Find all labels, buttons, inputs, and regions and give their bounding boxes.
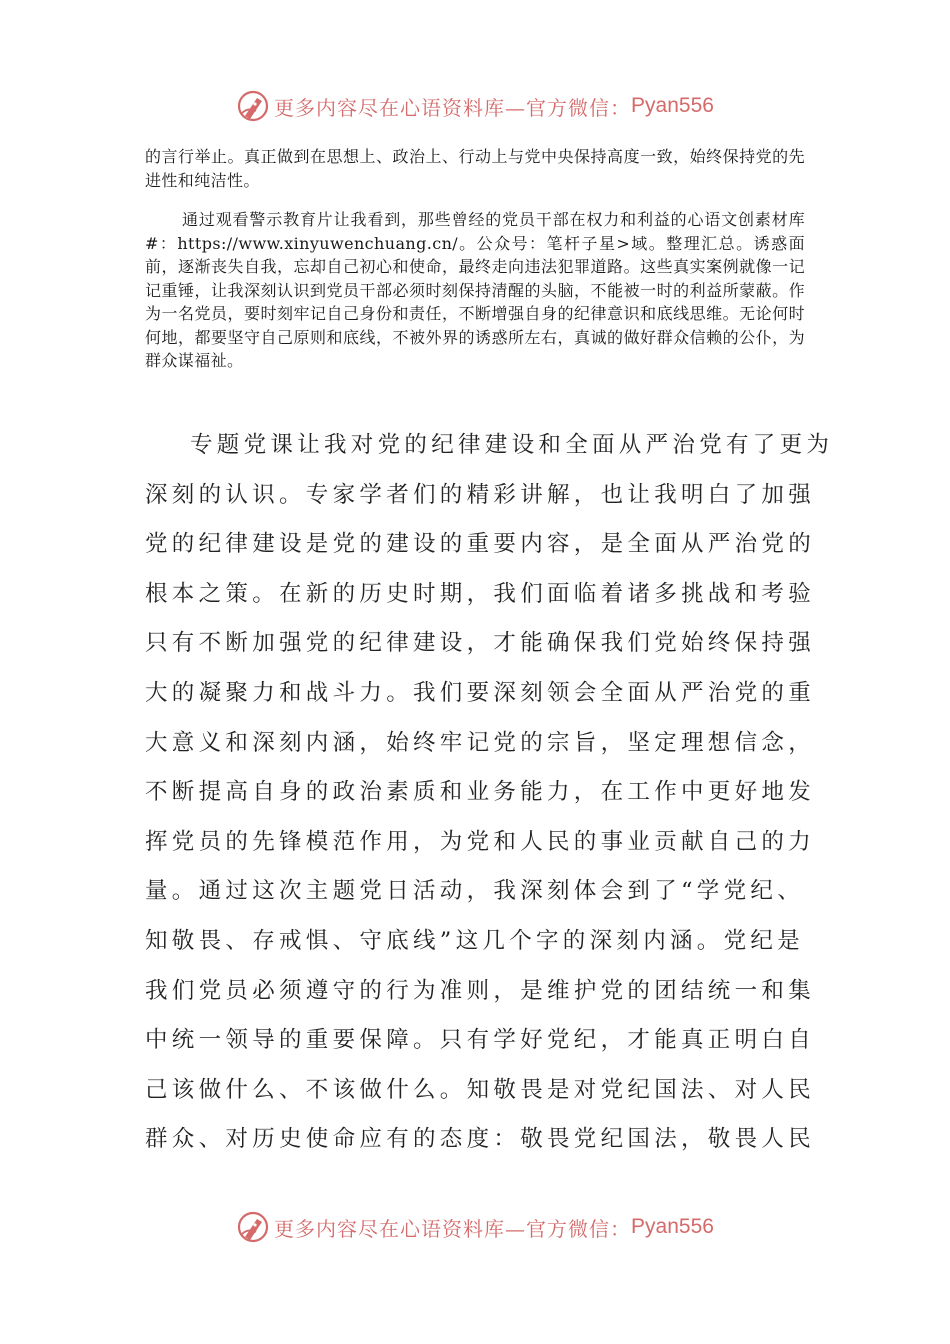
banner-text: 更多内容尽在心语资料库—官方微信：	[274, 95, 632, 120]
body-line: 专题党课让我对党的纪律建设和全面从严治党有了更为	[190, 432, 834, 458]
header-banner	[0, 86, 950, 126]
banner-text: 更多内容尽在心语资料库—官方微信：	[274, 1216, 632, 1241]
body-line: 深刻的认识。专家学者们的精彩讲解，也让我明白了加强	[145, 481, 816, 508]
banner-wechat-id: Pyan556	[631, 94, 714, 117]
body-line: 不断提高自身的政治素质和业务能力，在工作中更好地发	[145, 779, 816, 806]
footer-banner	[0, 1207, 950, 1247]
body-line: 我们党员必须遵守的行为准则，是维护党的团结统一和集	[145, 977, 816, 1004]
pen-nib-icon	[236, 89, 270, 123]
body-line: 根本之策。在新的历史时期，我们面临着诸多挑战和考验	[145, 580, 816, 607]
body-line: 挥党员的先锋模范作用，为党和人民的事业贡献自己的力	[145, 828, 816, 855]
body-line: 党的纪律建设是党的建设的重要内容，是全面从严治党的	[145, 531, 816, 558]
body-line: 大的凝聚力和战斗力。我们要深刻领会全面从严治党的重	[145, 679, 816, 706]
body-line: 知敬畏、存戒惧、守底线”这几个字的深刻内涵。党纪是	[145, 927, 805, 954]
paragraph-2: 通过观看警示教育片让我看到，那些曾经的党员干部在权力和利益的心语文创素材库#：https://www.xinyuwenchuang.cn/。公众号：笔杆子星>域。整理汇总。诱惑面前，逐渐丧失自我，忘却自己初心和使命，最终走向违法犯罪道路。这些真实案例就像一记记重锤，让我深刻认识到党员干部必须时刻保持清醒的头脑，不能被一时的利益所蒙蔽。作为一名党员，要时刻牢记自己身份和责任，不断增强自身的纪律意识和底线思维。无论何时何地，都要坚守自己原则和底线，不被外界的诱惑所左右，真诚的做好群众信赖的公仆，为群众谋福祉。	[145, 210, 805, 370]
paragraph-1: 的言行举止。真正做到在思想上、政治上、行动上与党中央保持高度一致，始终保持党的先进性和纯洁性。	[145, 147, 805, 190]
body-line: 大意义和深刻内涵，始终牢记党的宗旨，坚定理想信念，	[145, 729, 816, 756]
body-line: 量。通过这次主题党日活动，我深刻体会到了“学党纪、	[145, 878, 805, 905]
pen-nib-icon	[236, 1210, 270, 1244]
body-line: 只有不断加强党的纪律建设，才能确保我们党始终保持强	[145, 630, 816, 657]
body-line: 己该做什么、不该做什么。知敬畏是对党纪国法、对人民	[145, 1076, 816, 1103]
body-line: 群众、对历史使命应有的态度：敬畏党纪国法，敬畏人民	[145, 1126, 816, 1153]
banner-wechat-id: Pyan556	[631, 1215, 714, 1238]
main-body	[145, 421, 834, 1165]
body-line: 中统一领导的重要保障。只有学好党纪，才能真正明白自	[145, 1027, 816, 1054]
